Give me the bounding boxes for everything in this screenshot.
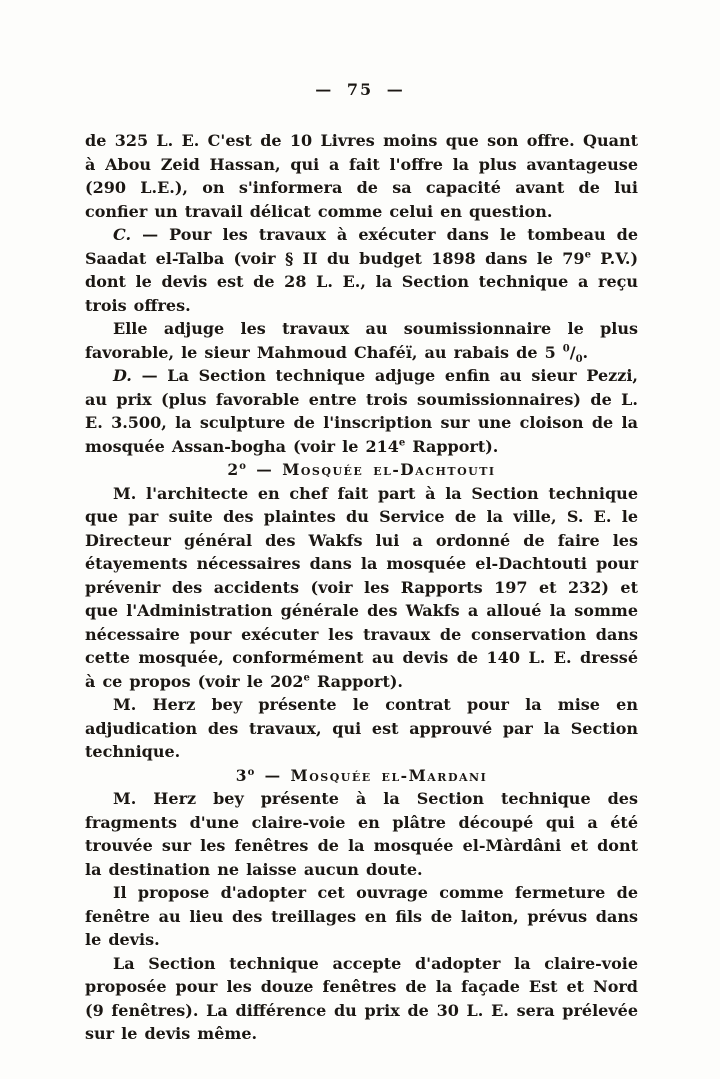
text-segment: M. l'architecte en chef fait part à la Section technique que par suite des plaintes du Service de la ville, S. E. le Directeur général des Wakfs lui a ordonné de faire les étayements nécessaires dans la mosquée el-Dachtouti pour prévenir des accidents (voir les Rapports 197 et 232) et que l'Administration générale des Wakfs a alloué la somme nécessaire pour exécuter les travaux de conservation dans cette mosquée, conformément au devis de 140 L. E. dressé à ce propos (voir le 202 <box>85 483 638 691</box>
text-segment: M. Herz bey présente à la Section technique des fragments d'une claire-voie en plâtre découpé qui a été trouvée sur les fenêtres de la mosquée el-Màrdâni et dont la destination ne laisse aucun doute. <box>85 789 638 879</box>
paragraph <box>85 881 638 952</box>
text-segment: — Pour les travaux à exécuter dans le tombeau de Saadat el-Talba (voir § II du budget 1898 dans le 79 <box>85 225 638 268</box>
text-segment: Il propose d'adopter cet ouvrage comme fermeture de fenêtre au lieu des treillages en fils de laiton, prévus dans le devis. <box>85 883 638 949</box>
page-body <box>85 129 638 1046</box>
paragraph <box>85 223 638 317</box>
paragraph <box>85 693 638 764</box>
text-segment: 0 <box>575 353 583 365</box>
text-segment: 0 <box>562 343 570 355</box>
section-heading <box>85 764 638 788</box>
text-segment: P.V.) dont le devis est de 28 L. E., la Section technique a reçu trois offres. <box>85 248 639 315</box>
paragraph <box>85 787 638 881</box>
text-segment: La Section technique accepte d'adopter la claire-voie proposée pour les douze fenêtres de la façade Est et Nord (9 fenêtres). La différence du prix de 30 L. E. sera prélevée sur le devis même. <box>85 953 638 1043</box>
text-segment: — <box>255 765 291 785</box>
text-segment: Rapport). <box>309 671 403 691</box>
paragraph <box>85 364 638 458</box>
text-segment: o <box>239 460 247 472</box>
text-segment: — La Section technique adjuge enfin au sieur Pezzi, au prix (plus favorable entre trois soumissionnaires) de L. E. 3.500, la sculpture de l'inscription sur une cloison de la mosquée Assan-bogha (voir le 214 <box>85 366 638 456</box>
text-segment: M. Herz bey présente le contrat pour la mise en adjudication des travaux, qui est approuvé par la Section technique. <box>85 695 638 761</box>
paragraph <box>85 952 638 1046</box>
paragraph <box>85 129 638 223</box>
page-number: — 75 — <box>315 80 405 99</box>
section-heading <box>85 458 638 482</box>
text-segment: — <box>246 460 283 479</box>
paragraph <box>85 482 638 694</box>
text-segment: de 325 L. E. C'est de 10 Livres moins que son offre. Quant à Abou Zeid Hassan, qui a fait l'offre la plus avantageuse (290 L.E.), on s'informera de sa capacité avant de lui confier un travail délicat comme celui en question. <box>85 131 638 221</box>
text-segment: Elle adjuge les travaux au soumissionnaire le plus favorable, le sieur Mahmoud Chaféï, au rabais de 5 <box>85 319 638 362</box>
text-segment: C. <box>113 225 132 244</box>
text-segment: . <box>582 342 589 362</box>
text-segment: Rapport). <box>405 436 499 456</box>
paragraph <box>85 317 638 364</box>
text-segment: D. <box>113 366 132 385</box>
text-segment: e <box>398 437 406 449</box>
text-segment: 2 <box>227 460 240 479</box>
text-segment: e <box>584 249 591 261</box>
text-segment: o <box>247 766 256 778</box>
text-segment: 3 <box>235 765 248 785</box>
text-segment: Mosquée el-Mardani <box>290 765 488 785</box>
text-segment: / <box>569 342 576 362</box>
text-segment: e <box>303 672 310 684</box>
text-segment: Mosquée el-Dachtouti <box>282 460 496 479</box>
